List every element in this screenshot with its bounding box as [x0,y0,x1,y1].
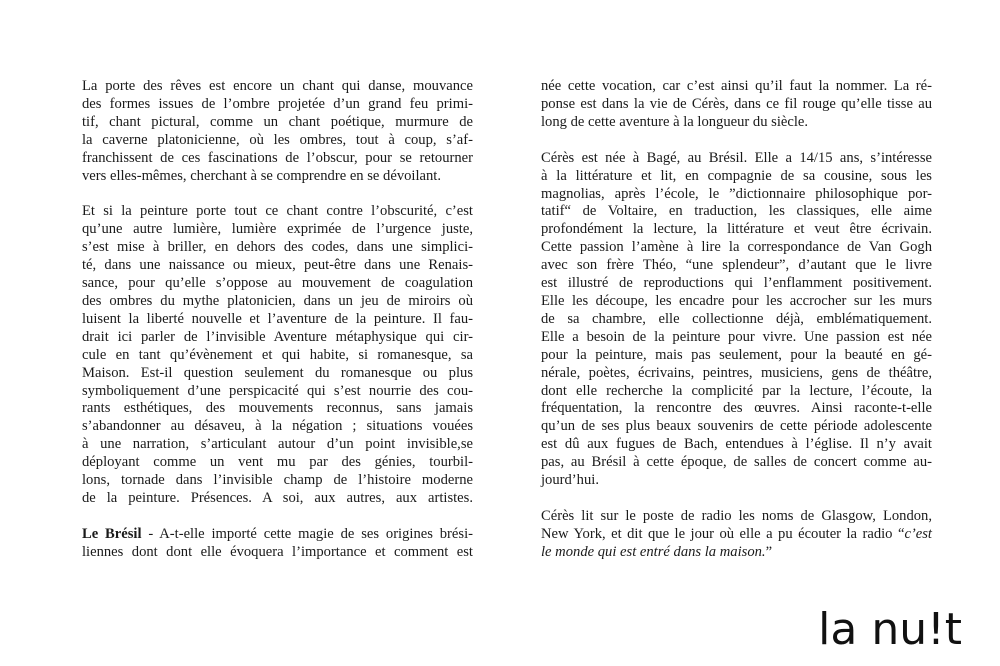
text-line: la caverne platonicienne, où les ombres, tout à coup, s’af- [82,131,473,148]
text-line: rants esthétiques, des mouvements reconnus, sans jamais [82,400,473,417]
text-line: tif, chant pictural, comme un chant poétique, murmure de [82,113,473,130]
text-line: pas, au Brésil à cette époque, de salles de concert comme au- [541,454,932,471]
text-line: à la littérature et lit, en compagnie de sa cousine, sous les [541,167,932,184]
text-line [82,526,473,544]
quote-italic: le monde qui est entré dans la maison. [541,543,766,560]
text-line: Maison. Est-il question seulement du romanesque ou plus [82,364,473,381]
text-line: de la peinture. Présences. A soi, aux autres, aux artistes. [82,489,473,506]
text-line: profondément la lecture, la littérature et veut être écrivain. [541,221,932,238]
text-line: symboliquement d’une perspicacité qui s’est nourrie des cou- [82,382,473,399]
right-paragraph-1 [541,78,932,132]
text-line: née cette vocation, car c’est ainsi qu’il faut la nommer. La ré- [541,78,932,94]
text-line: vers elles-mêmes, cherchant à se comprendre en se dévoilant. [82,167,442,184]
text-line: avec son frère Théo, “une splendeur”, d’autant que le livre [541,257,932,274]
text-line: Cette passion l’amène à lire la correspondance de Van Gogh [541,239,932,256]
text-line: ponse est dans la vie de Cérès, dans ce fil rouge qu’elle tisse au [541,95,932,112]
text-line: cule en tant qu’évènement et qui habite, si romanesque, sa [82,346,473,363]
text-line: Elle a besoin de la peinture pour vivre. Une passion est née [541,328,932,345]
right-paragraph-2 [541,150,932,490]
text-fragment: New York, et dit que le jour où elle a pu écouter la radio “ [541,525,905,542]
right-column [541,78,932,580]
text-line: lons, tornade dans l’invisible champ de l’histoire moderne [82,472,473,489]
left-paragraph-3 [82,526,473,562]
text-line: dont elle recherche la complicité par la lecture, l’écoute, la [541,382,932,399]
text-line: magnolias, après l’école, le ”dictionnaire philosophique por- [541,185,932,202]
text-line: est dû aux fugues de Bach, entendues à l’église. Il n’y avait [541,436,932,453]
text-line: pour la peinture, mais pas seulement, pour la beauté en gé- [541,346,932,363]
text-line: tatif“ de Voltaire, en traduction, les classiques, elle aime [541,203,932,220]
text-line: qu’une autre lumière, lumière exprimée de l’urgence juste, [82,221,473,238]
text-line: liennes dont dont elle évoquera l’importance et comment est [82,543,473,560]
text-line: jourd’hui. [541,472,599,489]
left-paragraph-2 [82,203,473,507]
text-line: fréquentation, la rencontre des œuvres. Ainsi raconte-t-elle [541,400,932,417]
brand-logo: la nu!t [818,604,962,655]
text-line: s’est mise à briller, en dehors des codes, dans une simplici- [82,239,473,256]
text-fragment: ” [765,543,773,560]
text-line: La porte des rêves est encore un chant qui danse, mouvance [82,78,473,94]
text-line [541,544,932,562]
quote-italic: c’est [904,525,932,542]
text-line: Elle les découpe, les encadre pour les accrocher sur les murs [541,292,932,309]
right-paragraph-3 [541,508,932,562]
text-line: à une narration, s’articulant autour d’un point invisible,se [82,436,473,453]
left-paragraph-1 [82,78,473,185]
text-line: Cérès est née à Bagé, au Brésil. Elle a 14/15 ans, s’intéresse [541,149,932,166]
text-line: des formes issues de l’ombre projetée d’un grand feu primi- [82,95,473,112]
text-line: drait ici parler de l’invisible Aventure métaphysique qui cir- [82,328,473,345]
text-line: té, dans une naissance ou mieux, peut-être dans une Renais- [82,257,473,274]
text-line: déployant comme un vent mu par des génies, tourbil- [82,454,473,471]
text-line: de sa chambre, elle collectionne déjà, emblématiquement. [541,310,932,327]
text-line: qu’un de ses plus beaux souvenirs de cette période adolescente [541,418,932,435]
left-column [82,78,473,580]
section-lead: Le Brésil [82,525,142,542]
text-line: sance, pour qu’elle s’oppose au mouvement de coagulation [82,275,473,292]
text-line: nérale, poètes, écrivains, peintres, musiciens, gens de théâtre, [541,364,932,381]
text-line: long de cette aventure à la longueur du siècle. [541,113,809,130]
text-line: est illustré de reproductions qui l’enflamment positivement. [541,275,932,292]
text-line: s’abandonner au désaveu, à la négation ; situations vouées [82,418,473,435]
text-line: Et si la peinture porte tout ce chant contre l’obscurité, c’est [82,203,473,220]
text-fragment: - A-t-elle importé cette magie de ses origines brési- [141,525,473,542]
text-line [541,526,932,544]
text-line: franchissent de ces fascinations de l’obscur, pour se retourner [82,149,473,166]
text-line: des ombres du mythe platonicien, dans un jeu de miroirs où [82,292,473,309]
text-line: Cérès lit sur le poste de radio les noms de Glasgow, London, [541,507,932,524]
text-line: luisent la liberté nouvelle et l’aventure de la peinture. Il fau- [82,310,473,327]
